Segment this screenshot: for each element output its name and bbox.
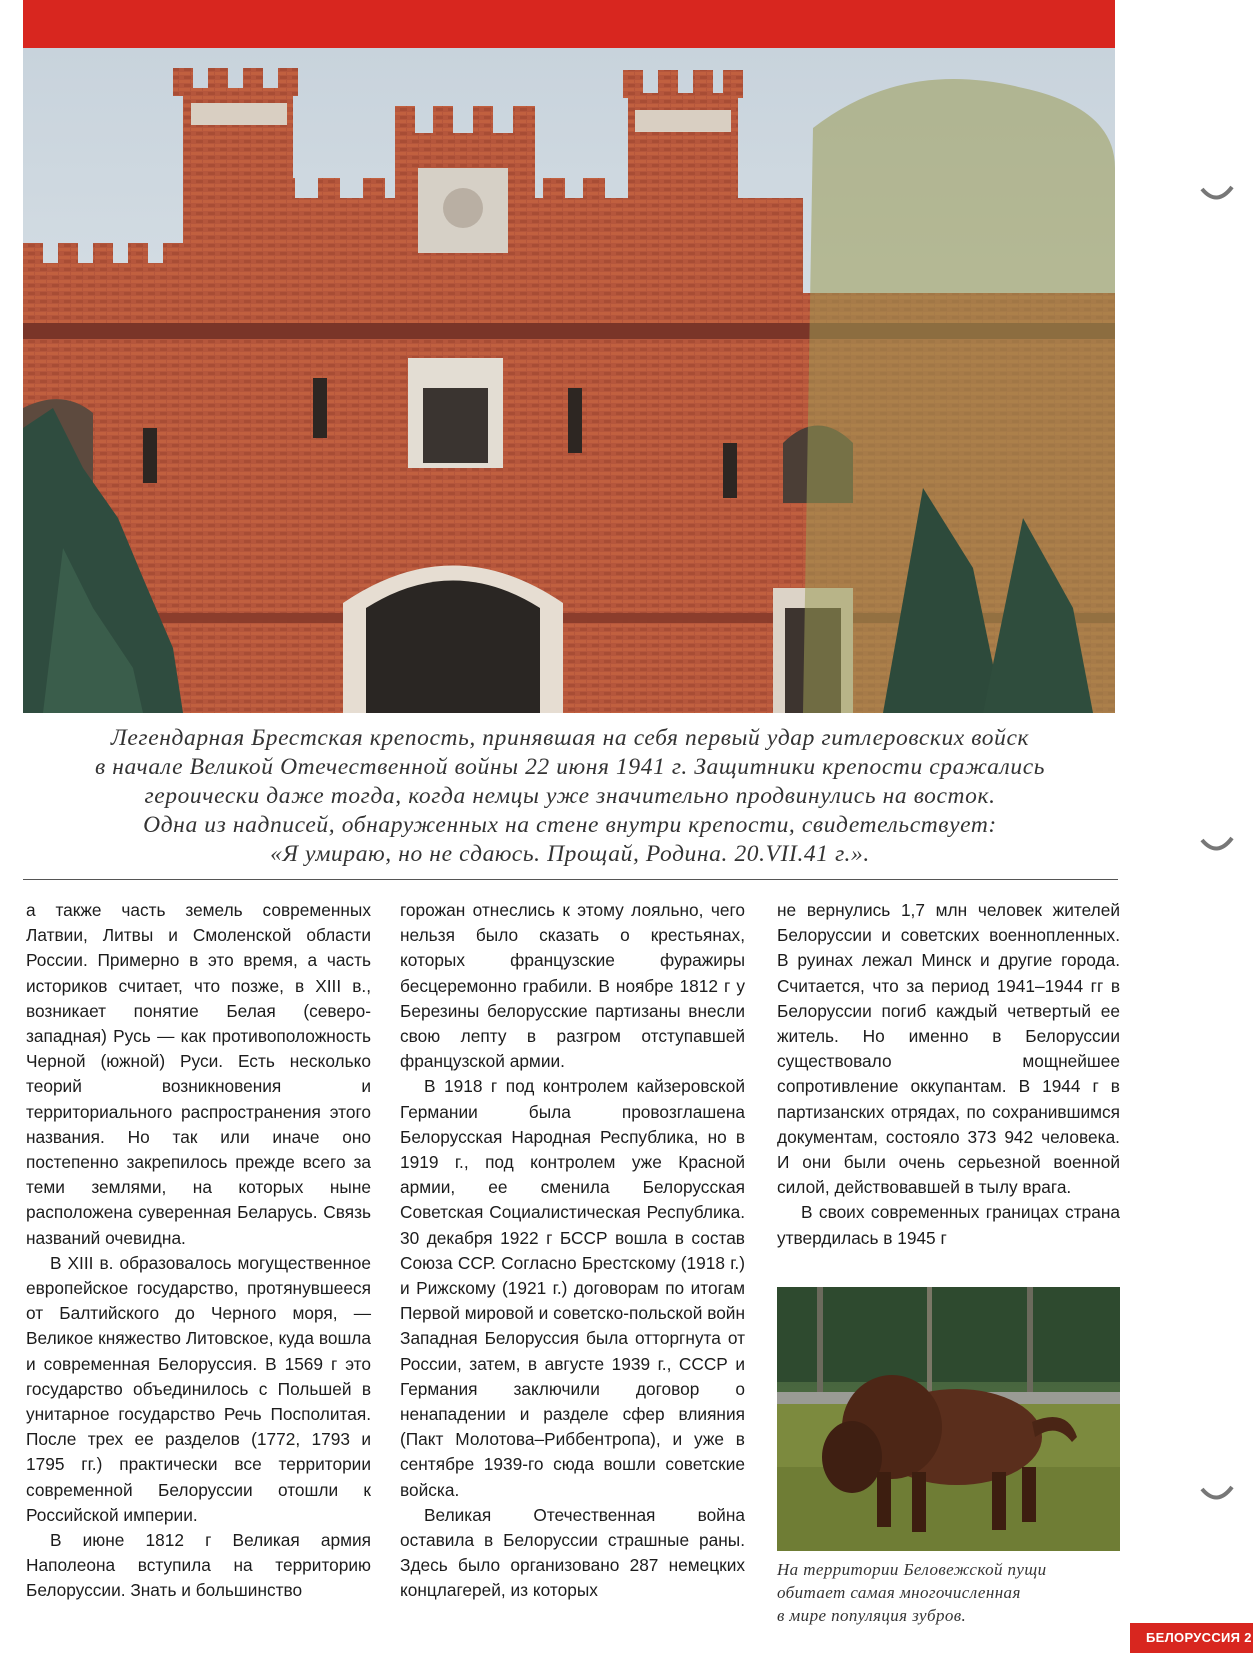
bison-photo: [777, 1287, 1120, 1551]
text-column-3: [777, 898, 1120, 1251]
text-column-2: [400, 898, 745, 1604]
paragraph: горожан отнеслись к этому лояльно, чего нельзя было сказать о крестьянах, которых французские фуражиры бесцеремонно грабили. В ноябре 1812 г у Березины белорусские партизаны внесли свою лепту в разгром отступавшей французской армии.: [400, 900, 745, 1072]
bison-caption: [777, 1558, 1120, 1627]
header-color-band: [23, 0, 1115, 48]
text-column-1: [26, 898, 371, 1604]
caption-line: Легендарная Брестская крепость, принявшая на себя первый удар гитлеровских войск: [110, 725, 1030, 751]
fortress-photo: [23, 48, 1115, 713]
divider-rule: [23, 879, 1118, 880]
caption-line: На территории Беловежской пущи: [777, 1560, 1047, 1579]
caption-line: в начале Великой Отечественной войны 22 июня 1941 г. Защитники крепости сражались: [94, 754, 1046, 780]
paragraph: В XIII в. образовалось могущественное европейское государство, протянувшееся от Балтийского до Черного моря, — Великое княжество Литовское, куда вошла и современная Белоруссия. В 1569 г это государство объединилось с Польшей в унитарное государство Речь Посполитая. После трех ее разделов (1772, 1793 и 1795 гг.) практически все территории современной Белоруссии отошли к Российской империи.: [26, 1252, 371, 1525]
paragraph: В июне 1812 г Великая армия Наполеона вступила на территорию Белоруссии. Знать и большинство: [26, 1530, 371, 1601]
paragraph: Великая Отечественная война оставила в Белоруссии страшные раны. Здесь было организовано 287 немецких концлагерей, из которых: [400, 1504, 745, 1601]
paragraph: В 1918 г под контролем кайзеровской Германии была провозглашена Белорусская Народная Республика, но в 1919 г., под контролем уже Красной армии, ее сменила Белорусская Советская Социалистическая Республика. 30 декабря 1922 г БССР вошла в состав Союза ССР. Согласно Брестскому (1918 г.) и Рижскому (1921 г.) договорам по итогам Первой мировой и советско-польской войн Западная Белоруссия была отторгнута от России, затем, в августе 1939 г., СССР и Германия заключили договор о ненападении и разделе сфер влияния (Пакт Молотова–Риббентропа), и уже в сентябре 1939-го сюда вошли советские войска.: [400, 1076, 745, 1500]
caption-line: героически даже тогда, когда немцы уже значительно продвинулись на восток.: [144, 783, 996, 809]
binder-ring-icon: [1200, 1485, 1234, 1505]
fortress-caption: [40, 724, 1100, 869]
page-footer-tab: БЕЛОРУССИЯ 2: [1130, 1623, 1253, 1653]
binder-ring-icon: [1200, 836, 1234, 856]
binder-ring-icon: [1200, 185, 1234, 205]
caption-line: в мире популяция зубров.: [777, 1606, 967, 1625]
paragraph: не вернулись 1,7 млн человек жителей Белоруссии и советских военнопленных. В руинах лежал Минск и другие города. Считается, что за период 1941–1944 гг в Белоруссии погиб каждый четвертый ее житель. Но именно в Белоруссии существовало мощнейшее сопротивление оккупантам. В 1944 г в партизанских отрядах, по сохранившимся документам, состояло 373 942 человека. И они были очень серьезной военной силой, действовавшей в тылу врага.: [777, 900, 1120, 1198]
paragraph: а также часть земель современных Латвии, Литвы и Смоленской области России. Примерно в это время, а часть историков считает, что позже, в XIII в., возникает понятие Белая (северо-западная) Русь — как противоположность Черной (южной) Руси. Есть несколько теорий возникновения и территориального распространения этого названия. Но так или иначе оно постепенно закрепилось прежде всего за теми землями, на которых ныне расположена суверенная Беларусь. Связь названий очевидна.: [26, 900, 371, 1248]
caption-line: «Я умираю, но не сдаюсь. Прощай, Родина. 20.VII.41 г.».: [270, 841, 870, 867]
paragraph: В своих современных границах страна утвердилась в 1945 г: [777, 1202, 1120, 1248]
caption-line: обитает самая многочисленная: [777, 1583, 1021, 1602]
caption-line: Одна из надписей, обнаруженных на стене внутри крепости, свидетельствует:: [143, 812, 997, 838]
